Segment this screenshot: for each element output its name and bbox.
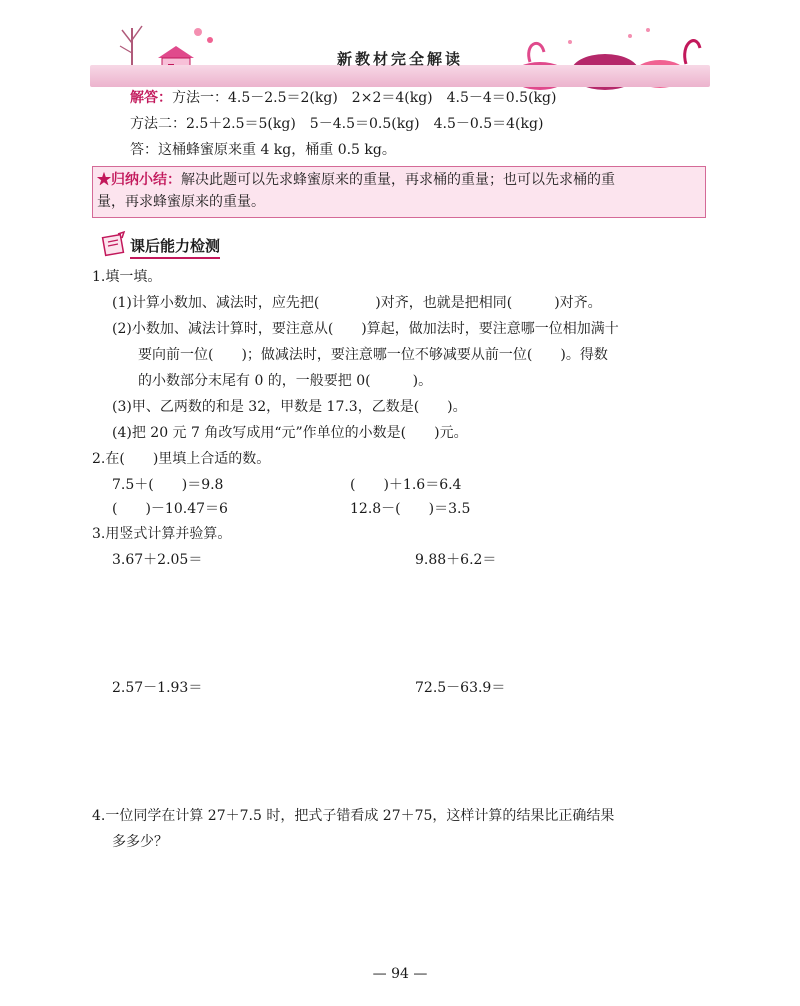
q1-part2-line3: 的小数部分末尾有 0 的，一般要把 0( )。 bbox=[138, 373, 433, 389]
answer-conclusion: 答：这桶蜂蜜原来重 4 kg，桶重 0.5 kg。 bbox=[130, 142, 396, 158]
q2-item-b: ( )＋1.6＝6.4 bbox=[350, 477, 462, 493]
summary-line-2: 量，再求蜂蜜原来的重量。 bbox=[97, 194, 265, 210]
q2-item-a: 7.5＋( )＝9.8 bbox=[112, 477, 224, 493]
q1-part2-line1: (2)小数加、减法计算时，要注意从( )算起，做加法时，要注意哪一位相加满十 bbox=[112, 321, 619, 337]
notebook-icon bbox=[100, 230, 128, 258]
q3-item-d: 72.5－63.9＝ bbox=[415, 680, 506, 696]
q2-item-c: ( )－10.47＝6 bbox=[112, 501, 228, 517]
q2-title: 2.在( )里填上合适的数。 bbox=[92, 451, 271, 467]
q1-part2-line2: 要向前一位( )；做减法时，要注意哪一位不够减要从前一位( )。得数 bbox=[138, 347, 608, 363]
page-number: — 94 — bbox=[372, 966, 428, 982]
q1-title: 1.填一填。 bbox=[92, 269, 162, 285]
q1-part1: (1)计算小数加、减法时，应先把( )对齐，也就是把相同( )对齐。 bbox=[112, 295, 602, 311]
answer-method1: 方法一：4.5－2.5＝2(kg) 2×2＝4(kg) 4.5－4＝0.5(kg) bbox=[172, 90, 557, 106]
section-heading bbox=[100, 230, 260, 260]
q3-item-c: 2.57－1.93＝ bbox=[112, 680, 203, 696]
q3-item-b: 9.88＋6.2＝ bbox=[415, 552, 497, 568]
summary-box bbox=[92, 166, 706, 218]
summary-label: ★归纳小结： bbox=[97, 172, 181, 188]
q1-part4: (4)把 20 元 7 角改写成用“元”作单位的小数是( )元。 bbox=[112, 425, 468, 441]
summary-line-1 bbox=[97, 169, 615, 191]
q4-line2: 多多少？ bbox=[112, 834, 168, 850]
answer-label: 解答： bbox=[130, 90, 172, 106]
section-title: 课后能力检测 bbox=[130, 235, 220, 259]
summary-text-1: 解决此题可以先求蜂蜜原来的重量，再求桶的重量；也可以先求桶的重 bbox=[181, 172, 615, 188]
q3-title: 3.用竖式计算并验算。 bbox=[92, 526, 232, 542]
q4-line1: 4.一位同学在计算 27＋7.5 时，把式子错看成 27＋75，这样计算的结果比正确结果 bbox=[92, 808, 615, 824]
q1-part3: (3)甲、乙两数的和是 32，甲数是 17.3，乙数是( )。 bbox=[112, 399, 467, 415]
header-title: 新教材完全解读 bbox=[336, 50, 463, 68]
q3-item-a: 3.67＋2.05＝ bbox=[112, 552, 203, 568]
answer-method1-line bbox=[130, 88, 556, 108]
answer-method2: 方法二：2.5＋2.5＝5(kg) 5－4.5＝0.5(kg) 4.5－0.5＝4(kg) bbox=[130, 116, 544, 132]
page-header bbox=[90, 18, 710, 88]
q2-item-d: 12.8－( )＝3.5 bbox=[350, 501, 471, 517]
